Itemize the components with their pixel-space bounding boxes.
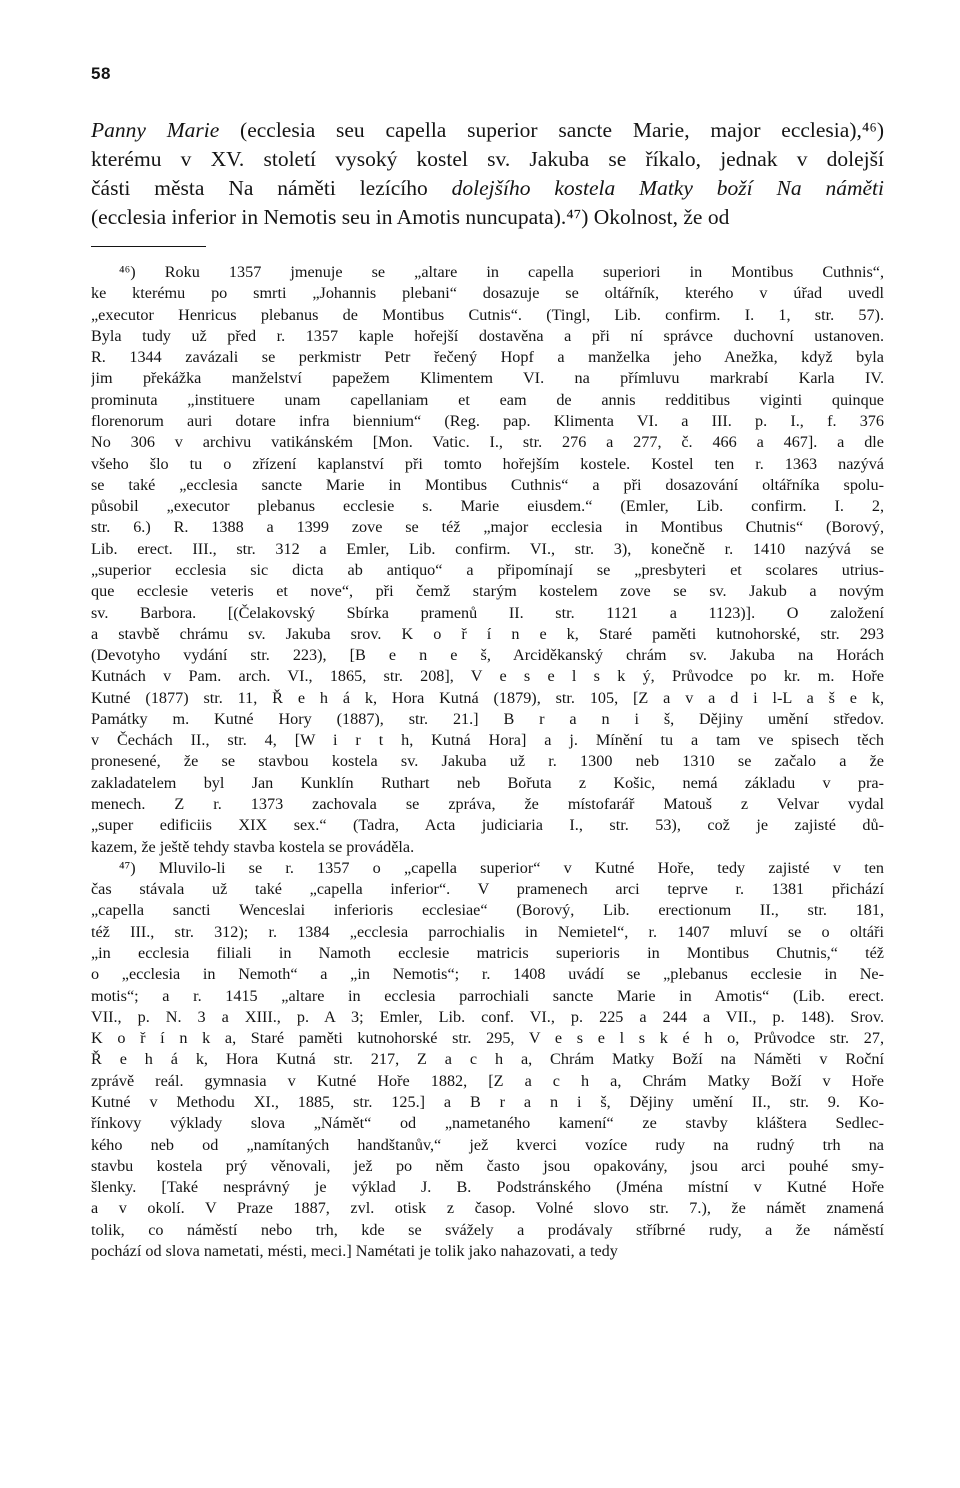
footnote-line: Kutnách v Pam. arch. VI., 1865, str. 208], V e s e l s k ý, Průvodce po kr. m. Hoře xyxy=(91,667,884,686)
footnote-line: „superior ecclesia sic dicta ab antiquo“ a připomínají se „presbyteri et scolares utrius- xyxy=(91,560,884,579)
page-number: 58 xyxy=(91,64,111,83)
main-text xyxy=(91,116,884,232)
footnote-line: jim překážka manželství papežem Klimentem VI. na přímluvu markrabí Karla IV. xyxy=(91,369,884,388)
main-text-line: kterému v XV. století vysoký kostel sv. Jakuba se říkalo, jednak v dolejší xyxy=(91,147,884,171)
footnote-line: též III., str. 312); r. 1384 „ecclesia parrochialis in Nemietel“, r. 1407 mluví se o oltáři xyxy=(91,922,884,941)
footnote-line: kého neb od „namítaných handštanův,“ jež kverci vozíce rudy na rudný trh na xyxy=(91,1135,884,1154)
footnotes xyxy=(91,262,884,1262)
footnote-line: motis“; a r. 1415 „altare in ecclesia parrochiali sancte Marie in Amotis“ (Lib. erect. xyxy=(91,986,884,1005)
footnote-line: str. 6.) R. 1388 a 1399 zove se též „major ecclesia in Montibus Chutnis“ (Borový, xyxy=(91,518,884,537)
footnote-line: ⁴⁷) Mluvilo-li se r. 1357 o „capella superior“ v Kutné Hoře, tedy zajisté v ten xyxy=(119,858,884,877)
footnote-line: que ecclesie veteris et nove“, při čemž starým kostelem zove se sv. Jakub a novým xyxy=(91,582,884,601)
footnote-line: menech. Z r. 1373 zachovala se zpráva, že místofarář Matouš z Velvar vydal xyxy=(91,795,884,814)
text-segment: (ecclesia seu capella superior sancte Marie, major ecclesia),⁴⁶) xyxy=(219,118,885,142)
footnote-line: zprávě reál. gymnasia v Kutné Hoře 1882, [Z a c h a, Chrám Matky Boží v Hoře xyxy=(91,1071,884,1090)
main-text-line xyxy=(91,116,884,145)
main-text-line xyxy=(91,174,884,203)
footnote-line: všeho šlo tu o zřízení kaplanství při tomto hořejším kostele. Kostel ten r. 1363 nazývá xyxy=(91,454,884,473)
footnote-line: florenorum auri dotare infra biennium“ (Reg. pap. Klimenta VI. a III. p. I., f. 376 xyxy=(91,411,884,430)
footnote-line: tolik, co náměstí nebo trh, kde se svážely a prodávaly stříbrné rudy, a že náměstí xyxy=(91,1220,884,1239)
footnote-line: R. 1344 zavázali se perkmistr Petr řečený Hopf a manželka jeho Anežka, když byla xyxy=(91,348,884,367)
footnote-line: čas stávala už také „capella inferior“. V pramenech arci teprve r. 1381 přichází xyxy=(91,880,884,899)
footnote-line: stavbu kostela prý věnovali, jež po něm často jsou opakovány, jsou arci pouhé smy- xyxy=(91,1156,884,1175)
footnote-line: „capella sancti Wenceslai inferioris ecclesiae“ (Borový, Lib. erectionum II., str. 181, xyxy=(91,901,884,920)
footnote-line: se také „ecclesia sancte Marie in Montibus Cuthnis“ a při dosazování oltářníka spolu- xyxy=(91,475,884,494)
footnote-line: ⁴⁶) Roku 1357 jmenuje se „altare in capella superiori in Montibus Cuthnis“, xyxy=(119,263,884,281)
footnote-line: „executor Henricus plebanus de Montibus Cutnis“. (Tingl, Lib. confirm. I. 1, str. 57). xyxy=(91,305,884,324)
footnote-line: a v okolí. V Praze 1887, zvl. otisk z časop. Volné slovo str. 7.), že námět znamená xyxy=(91,1199,884,1218)
footnote-line: Památky m. Kutné Hory (1887), str. 21.] B r a n i š, Dějiny umění středov. xyxy=(91,709,884,728)
italic-phrase: Panny Marie xyxy=(91,118,220,142)
footnote-line: ke kterému po smrti „Johannis plebani“ dosazuje se oltářník, kterého v úřad uvedl xyxy=(91,284,884,303)
footnote-line: zakladatelem byl Jan Kunklín Ruthart neb Bořuta z Košic, nemá základu v pra- xyxy=(91,773,884,792)
text-segment: části města Na náměti lezícího xyxy=(91,176,452,200)
footnote-line: Byla tudy už před r. 1357 kaple hořejší dostavěna a při ní správce duchovní ustanoven. xyxy=(91,326,884,345)
footnote-line: o „ecclesia in Nemoth“ a „in Nemotis“; r. 1408 uvádí se „plebanus ecclesie in Ne- xyxy=(91,965,884,984)
footnote-line: No 306 v archivu vatikánském [Mon. Vatic. I., str. 276 a 277, č. 466 a 467]. a dle xyxy=(91,433,884,452)
footnote-line: (Devotyho vydání str. 223), [B e n e š, Arciděkanský chrám sv. Jakuba na Horách xyxy=(91,646,884,665)
footnote-line: pochází od slova nametati, mésti, meci.] Namétati je tolik jako nahazovati, a tedy xyxy=(91,1241,618,1260)
footnote-line: působil „executor plebanus ecclesie s. Marie eiusdem.“ (Emler, Lib. confirm. I. 2, xyxy=(91,497,884,516)
footnote-line: a stavbě chrámu sv. Jakuba srov. K o ř í n e k, Staré paměti kutnohorské, str. 293 xyxy=(91,624,884,643)
footnote-line: VII., p. N. 3 a XIII., p. A 3; Emler, Lib. conf. VI., p. 225 a 244 a VII., p. 148). Srov. xyxy=(91,1007,884,1026)
footnote-line: Kutné v Methodu XI., 1885, str. 125.] a B r a n i š, Dějiny umění II., str. 9. Ko- xyxy=(91,1092,884,1111)
footnote-line: „super edificiis XIX sex.“ (Tadra, Acta judiciaria I., str. 53), což je zajisté dů- xyxy=(91,816,884,835)
footnote-line: prominuta „instituere unam capellaniam et eam de annis redditibus viginti quinque xyxy=(91,390,884,409)
footnote-line: šlenky. [Také nesprávný je výklad J. B. Podstránského (Jména místní v Kutné Hoře xyxy=(91,1178,884,1197)
footnote-separator xyxy=(91,246,206,247)
footnote-line: Lib. erect. III., str. 312 a Emler, Lib. confirm. VI., str. 3), konečně r. 1410 nazývá se xyxy=(91,539,884,558)
main-text-line: (ecclesia inferior in Nemotis seu in Amotis nuncupata).⁴⁷) Okolnost, že od xyxy=(91,205,730,229)
footnote-line: v Čechách II., str. 4, [W i r t h, Kutná Hora] a j. Mínění tu a tam ve spisech těch xyxy=(91,731,884,750)
footnote-line: pronesené, že se stavbou kostela sv. Jakuba už r. 1300 neb 1310 se začalo a že xyxy=(91,752,884,771)
italic-phrase: dolejšího kostela Matky boží Na náměti xyxy=(451,176,884,200)
footnote-line: Kutné (1877) str. 11, Ř e h á k, Hora Kutná (1879), str. 105, [Z a v a d i l-L a š e k, xyxy=(91,688,884,707)
footnote-line: řínkovy výklady slova „Námět“ od „nametaného kamení“ ze stavby kláštera Sedlec- xyxy=(91,1114,884,1133)
footnote-line: kazem, že ještě tehdy stavba kostela se prováděla. xyxy=(91,837,415,856)
footnote-line: sv. Barbora. [(Čelakovský Sbírka pramenů II. str. 1121 a 1123)]. O založení xyxy=(91,603,884,622)
footnote-line: Ř e h á k, Hora Kutná str. 217, Z a c h a, Chrám Matky Boží na Náměti v Roční xyxy=(91,1050,884,1069)
footnote-line: „in ecclesia filiali in Namoth ecclesie matricis superioris in Montibus Chutnis,“ též xyxy=(91,944,884,962)
footnote-line: K o ř í n k a, Staré paměti kutnohorské str. 295, V e s e l s k é h o, Průvodce str. 27, xyxy=(91,1029,884,1048)
